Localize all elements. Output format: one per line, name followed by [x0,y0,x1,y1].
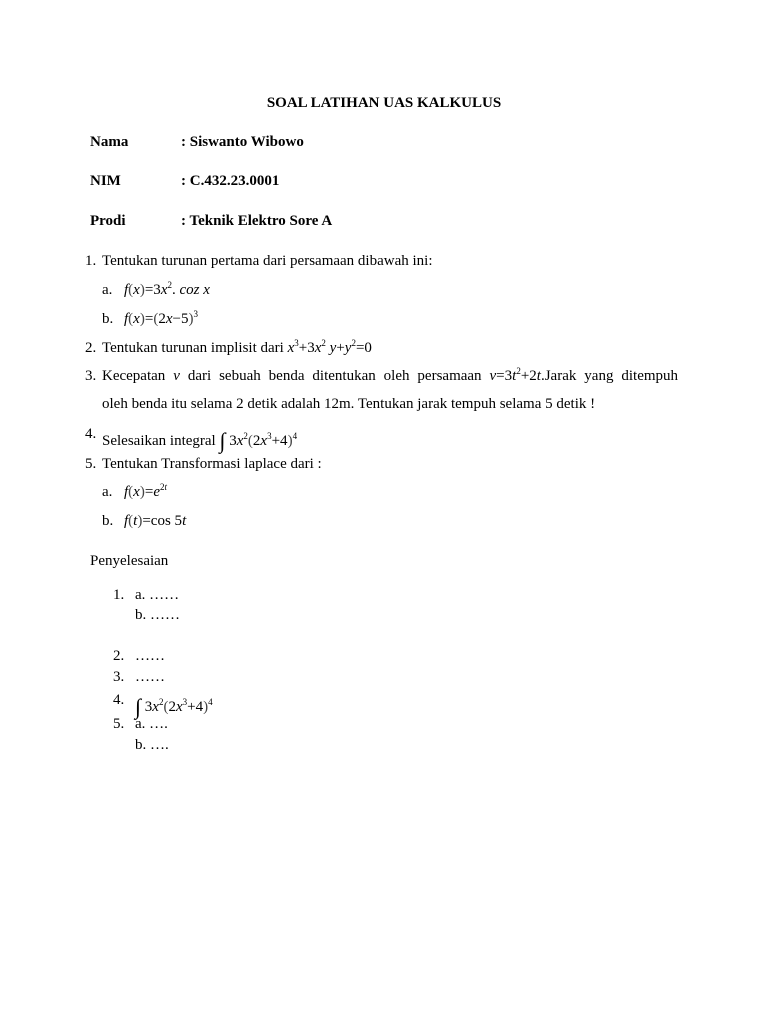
q5b-formula: f(t)=cos 5t [124,513,187,529]
q3-number: 3. [85,368,97,384]
q1-text: Tentukan turunan pertama dari persamaan dibawah ini: [102,253,433,269]
sol2-line1: …… [135,648,165,664]
integral-symbol: ∫ [219,428,226,453]
q3-formula: $v=3t^2+2t.Jarak$ yang ditempuh [489,366,679,384]
q1a-label: a. [102,282,113,298]
sol2-number: 2. [113,648,125,664]
sol1-number: 1. [113,587,125,603]
q3-text-a: Kecepatan [102,368,166,384]
q3-var-v: v [173,368,180,384]
q2-formula: $x^3+3x^2$ $y+y^2=0$ [287,338,372,356]
q3-line2: oleh benda itu selama 2 detik adalah 12m. Tentukan jarak tempuh selama 5 detik ! [102,396,596,412]
q3-text-c: .Jarak yang ditempuh [540,368,679,384]
solution-heading: Penyelesaian [90,553,169,569]
sol3-line1: …… [135,669,165,685]
q1b-label: b. [102,311,114,327]
prodi-value: : Teknik Elektro Sore A [181,213,333,229]
q5a-label: a. [102,484,113,500]
sol1-line1: a. …… [135,587,180,603]
q3-text-b: dari sebuah benda ditentukan oleh persamaan [187,368,482,384]
sol3-number: 3. [113,669,125,685]
q4-formula: ∫ $3x^2(2x^3+4)^4$ [219,428,298,453]
prodi-label: Prodi [90,213,126,229]
q4-line [102,427,298,453]
q1-number: 1. [85,253,97,269]
q2-text: Tentukan turunan implisit dari [102,340,284,356]
sol5-line2: b. …. [135,737,169,753]
q1b-formula: $f(x)=(2x-5)^3$ [124,309,198,327]
q5-text: Tentukan Transformasi laplace dari : [102,456,322,472]
nim-label: NIM [90,173,121,189]
sol5-number: 5. [113,716,125,732]
q5b-label: b. [102,513,114,529]
q4-number: 4. [85,426,97,442]
q2-line [102,338,372,356]
q2-number: 2. [85,340,97,356]
q4-text: Selesaikan integral [102,433,216,449]
q5-number: 5. [85,456,97,472]
sol4-formula: ∫ $3x^2(2x^3+4)^4$ [135,694,213,719]
sol1-line2: b. …… [135,607,180,623]
name-label: Nama [90,134,129,150]
q3-line1 [102,366,679,384]
document-title: SOAL LATIHAN UAS KALKULUS [266,95,502,111]
nim-value: : C.432.23.0001 [181,173,280,189]
integral-symbol: ∫ [135,694,142,719]
sol5-line1: a. …. [135,716,168,732]
name-value: : Siswanto Wibowo [181,134,304,150]
sol4-number: 4. [113,692,125,708]
q1a-formula: $f(x)=3x^2$. coz x [124,280,210,298]
q5a-formula: $f(x)=e^{2t}$ [124,482,167,500]
